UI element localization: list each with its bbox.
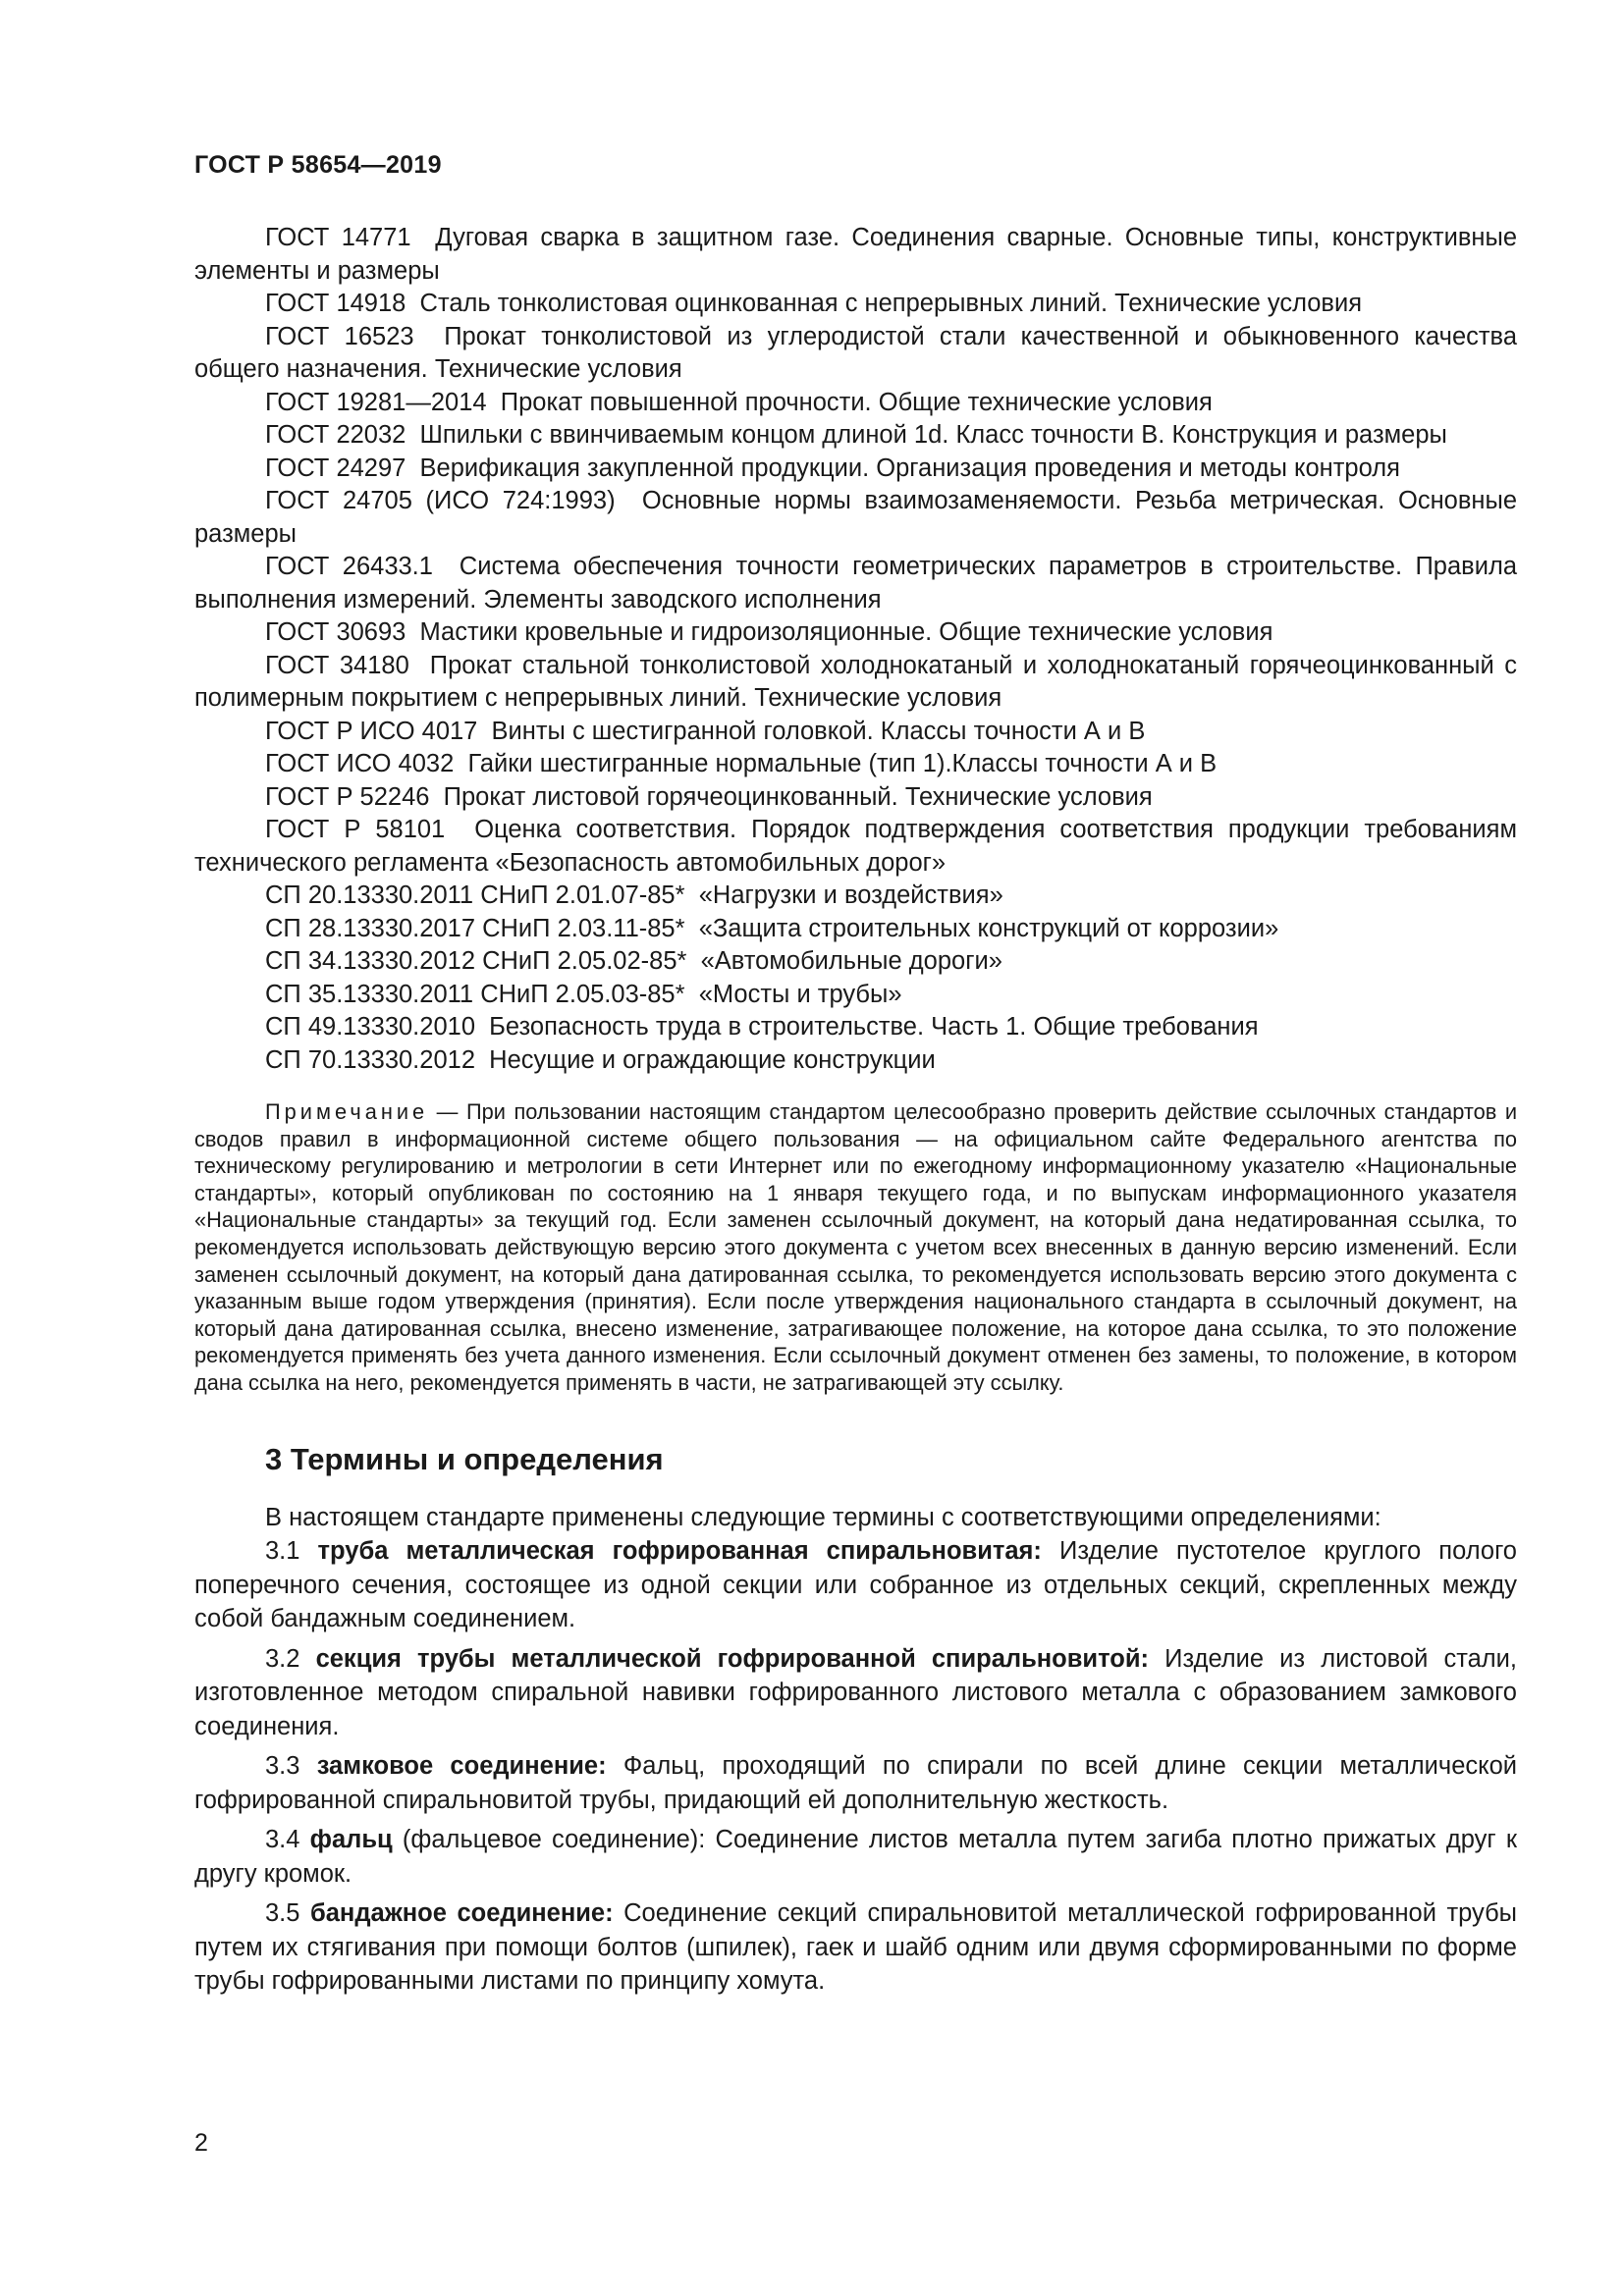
reference-item [194, 650, 1517, 716]
page-body [194, 222, 1517, 2004]
reference-code: СП 49.13330.2010 [265, 1013, 475, 1041]
reference-item [194, 716, 1517, 749]
term-definition [194, 1642, 1517, 1744]
reference-title: «Мосты и трубы» [698, 980, 902, 1008]
reference-code: СП 20.13330.2011 СНиП 2.01.07-85* [265, 881, 685, 909]
reference-title: Гайки шестигранные нормальные (тип 1).Классы точности А и В [467, 750, 1218, 777]
term-text: Изделие из листовой стали, изготовленное методом спиральной навивки гофрированного листового металла с образованием замкового соединения. [194, 1644, 1517, 1740]
reference-title: Шпильки с ввинчиваемым концом длиной 1d. Класс точности В. Конструкция и размеры [419, 421, 1447, 449]
reference-code: ГОСТ 19281—2014 [265, 388, 487, 416]
note-text: При пользовании настоящим стандартом целесообразно проверить действие ссылочных стандартов и сводов правил в информационной системе общего пользования — на официальном сайте Федерального агентства по техническому регулированию и метрологии в сети Интернет или по ежегодному информационному указателю «Национальные стандарты», который опубликован по состоянию на 1 января текущего года, и по выпускам информационного указателя «Национальные стандарты» за текущий год. Если заменен ссылочный документ, на который дана недатированная ссылка, то рекомендуется использовать действующую версию этого документа с учетом всех внесенных в данную версию изменений. Если заменен ссылочный документ, на который дана датированная ссылка, то рекомендуется использовать версию этого документа с указанным выше годом утверждения (принятия). Если после утверждения национального стандарта в ссылочный документ, на который дана датированная ссылка, внесено изменение, затрагивающее положение, на которое дана ссылка, то это положение рекомендуется применять без учета данного изменения. Если ссылочный документ отменен без замены, то положение, в котором дана ссылка на него, рекомендуется применять в части, не затрагивающей эту ссылку. [194, 1099, 1517, 1395]
reference-title: Прокат листовой горячеоцинкованный. Технические условия [443, 782, 1153, 811]
reference-code: СП 28.13330.2017 СНиП 2.03.11-85* [265, 914, 685, 942]
reference-code: ГОСТ Р 52246 [265, 782, 430, 811]
reference-code: ГОСТ 24705 (ИСО 724:1993) [265, 487, 616, 514]
reference-title: «Защита строительных конструкций от коррозии» [698, 914, 1279, 942]
term-name: замковое соединение: [316, 1752, 607, 1781]
reference-code: ГОСТ 14771 [265, 224, 411, 251]
reference-item [194, 616, 1517, 650]
term-number: 3.1 [265, 1537, 300, 1566]
reference-title: «Нагрузки и воздействия» [698, 881, 1003, 909]
reference-title: «Автомобильные дороги» [700, 947, 1002, 975]
reference-item [194, 222, 1517, 288]
term-name: труба металлическая гофрированная спиральновитая: [317, 1537, 1042, 1566]
note-dash: — [428, 1099, 466, 1124]
reference-item [194, 1011, 1517, 1044]
term-number: 3.5 [265, 1899, 300, 1928]
reference-title: Прокат стальной тонколистовой холоднокатаный и холоднокатаный горячеоцинкованный с полимерным покрытием с непрерывных линий. Технические условия [194, 651, 1517, 712]
reference-title: Винты с шестигранной головкой. Классы точности А и В [491, 717, 1146, 745]
reference-item [194, 814, 1517, 880]
term-number: 3.4 [265, 1826, 300, 1854]
term-name: бандажное соединение: [309, 1899, 614, 1928]
reference-code: СП 70.13330.2012 [265, 1045, 475, 1074]
reference-code: ГОСТ 14918 [265, 290, 406, 317]
page-number: 2 [194, 2129, 208, 2157]
term-number: 3.2 [265, 1644, 300, 1673]
reference-item [194, 288, 1517, 321]
reference-title: Несущие и ограждающие конструкции [489, 1045, 936, 1074]
reference-code: ГОСТ Р ИСО 4017 [265, 717, 478, 745]
term-text: (фальцевое соединение): Соединение листов металла путем загиба плотно прижатых друг к другу кромок. [194, 1826, 1518, 1888]
reference-item [194, 913, 1517, 946]
reference-item [194, 419, 1517, 453]
reference-item [194, 880, 1517, 913]
term-definition [194, 1896, 1517, 1999]
term-definition [194, 1823, 1517, 1891]
document-id-header: ГОСТ Р 58654—2019 [194, 151, 442, 179]
reference-title: Прокат повышенной прочности. Общие технические условия [500, 388, 1213, 416]
reference-item [194, 781, 1517, 815]
reference-code: ГОСТ 30693 [265, 618, 406, 646]
reference-title: Оценка соответствия. Порядок подтверждения соответствия продукции требованиям технического регламента «Безопасность автомобильных дорог» [194, 816, 1517, 877]
reference-code: ГОСТ ИСО 4032 [265, 750, 455, 777]
reference-title: Основные нормы взаимозаменяемости. Резьба метрическая. Основные размеры [194, 487, 1517, 548]
reference-item [194, 387, 1517, 420]
reference-item [194, 979, 1517, 1012]
reference-item [194, 551, 1517, 616]
reference-code: ГОСТ Р 58101 [265, 816, 446, 843]
term-number: 3.3 [265, 1752, 300, 1781]
term-text: Изделие пустотелое круглого полого поперечного сечения, состоящее из одной секции или собранное из отдельных секций, скрепленных между собой бандажным соединением. [194, 1537, 1517, 1633]
term-definition [194, 1534, 1517, 1636]
reference-item [194, 748, 1517, 781]
reference-item [194, 321, 1517, 387]
term-text: Фальц, проходящий по спирали по всей длине секции металлической гофрированной спиральновитой трубы, придающий ей дополнительную жесткость. [194, 1752, 1517, 1814]
reference-title: Мастики кровельные и гидроизоляционные. Общие технические условия [419, 618, 1273, 646]
section-intro: В настоящем стандарте применены следующие термины с соответствующими определениями: [265, 1503, 1381, 1531]
reference-item [194, 453, 1517, 486]
term-name: фальц [309, 1826, 393, 1854]
note-label: Примечание [265, 1099, 429, 1124]
reference-code: ГОСТ 34180 [265, 651, 409, 679]
reference-title: Дуговая сварка в защитном газе. Соединения сварные. Основные типы, конструктивные элементы и размеры [194, 224, 1517, 285]
reference-item [194, 945, 1517, 979]
reference-title: Прокат тонколистовой из углеродистой стали качественной и обыкновенного качества общего назначения. Технические условия [194, 322, 1518, 383]
reference-code: ГОСТ 26433.1 [265, 553, 433, 580]
reference-code: ГОСТ 16523 [265, 322, 414, 350]
reference-title: Сталь тонколистовая оцинкованная с непрерывных линий. Технические условия [419, 290, 1363, 317]
references-list [194, 222, 1517, 1077]
term-text: Соединение секций спиральновитой металлической гофрированной трубы путем их стягивания при помощи болтов (шпилек), гаек и шайб одним или двумя сформированными по форме трубы гофрированными листами по принципу хомута. [194, 1899, 1518, 1996]
references-note [194, 1098, 1517, 1397]
reference-item [194, 485, 1517, 551]
terms-list [194, 1534, 1517, 1999]
term-name: секция трубы металлической гофрированной спиральновитой: [315, 1644, 1149, 1673]
reference-code: СП 35.13330.2011 СНиП 2.05.03-85* [265, 980, 685, 1008]
reference-code: СП 34.13330.2012 СНиП 2.05.02-85* [265, 947, 687, 975]
reference-title: Верификация закупленной продукции. Организация проведения и методы контроля [419, 454, 1400, 482]
reference-code: ГОСТ 24297 [265, 454, 406, 482]
section-heading: 3 Термины и определения [265, 1441, 664, 1476]
reference-code: ГОСТ 22032 [265, 421, 406, 449]
reference-title: Безопасность труда в строительстве. Часть 1. Общие требования [489, 1013, 1259, 1041]
reference-title: Система обеспечения точности геометрических параметров в строительстве. Правила выполнения измерений. Элементы заводского исполнения [194, 553, 1518, 614]
term-definition [194, 1749, 1517, 1817]
reference-item [194, 1044, 1517, 1078]
